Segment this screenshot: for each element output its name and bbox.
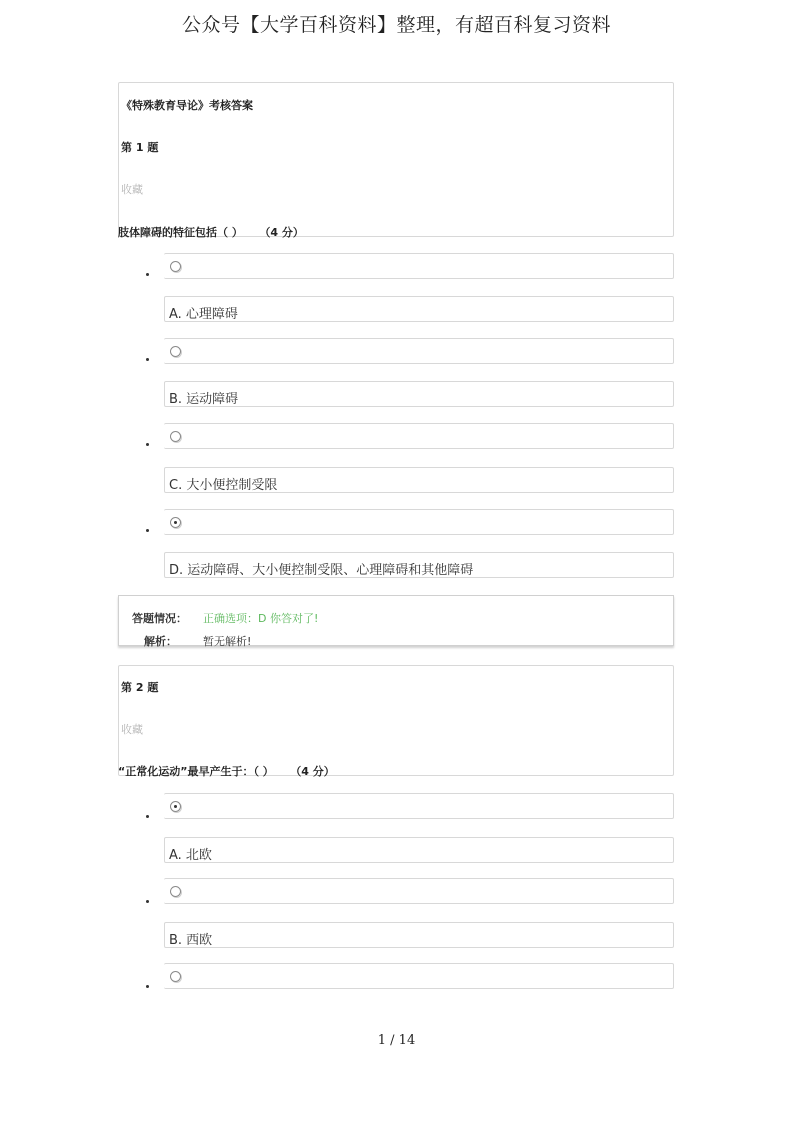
question-1-stem-text: 肢体障碍的特征包括（ ） [118, 226, 243, 239]
page-header: 公众号【大学百科资料】整理，有超百科复习资料 [181, 14, 611, 36]
option-b-text: B. 运动障碍 [169, 392, 239, 407]
q2-option-b-radio-row[interactable] [164, 878, 674, 904]
document-title: 《特殊教育导论》考核答案 [121, 99, 253, 112]
option-d-radio-row[interactable] [164, 509, 674, 535]
list-bullet [146, 358, 149, 361]
answer-result-box [118, 595, 674, 646]
q2-option-c-radio-row[interactable] [164, 963, 674, 989]
answer-status-value: 正确选项：D 你答对了! [203, 612, 319, 625]
option-d-radio-selected[interactable] [170, 517, 181, 528]
question-2-card [118, 665, 674, 776]
question-2-label: 第 2 题 [121, 681, 159, 694]
option-b-row[interactable] [164, 381, 674, 407]
q2-option-a-radio-row[interactable] [164, 793, 674, 819]
question-2-stem-text: “正常化运动”最早产生于：（ ） [118, 765, 274, 778]
q2-option-c-radio[interactable] [170, 971, 181, 982]
question-1-stem [118, 224, 304, 240]
page-number: 1 / 14 [377, 1033, 416, 1048]
list-bullet [146, 815, 149, 818]
analysis-value: 暂无解析! [203, 635, 252, 648]
answer-status-label: 答题情况： [132, 612, 187, 625]
option-a-text: A. 心理障碍 [169, 307, 238, 322]
q2-option-a-row[interactable] [164, 837, 674, 863]
option-d-row[interactable] [164, 552, 674, 578]
option-d-text: D. 运动障碍、大小便控制受限、心理障碍和其他障碍 [169, 563, 474, 578]
option-a-row[interactable] [164, 296, 674, 322]
q2-option-a-text: A. 北欧 [169, 848, 212, 863]
option-c-radio[interactable] [170, 431, 181, 442]
option-b-radio-row[interactable] [164, 338, 674, 364]
list-bullet [146, 273, 149, 276]
question-1-favorite-link[interactable]: 收藏 [121, 183, 143, 196]
option-c-text: C. 大小便控制受限 [169, 478, 278, 493]
option-b-radio[interactable] [170, 346, 181, 357]
list-bullet [146, 900, 149, 903]
question-1-score: （4 分） [264, 226, 304, 239]
list-bullet [146, 529, 149, 532]
q2-option-b-radio[interactable] [170, 886, 181, 897]
option-a-radio-row[interactable] [164, 253, 674, 279]
list-bullet [146, 443, 149, 446]
q2-option-b-text: B. 西欧 [169, 933, 213, 948]
option-c-radio-row[interactable] [164, 423, 674, 449]
q2-option-a-radio-selected[interactable] [170, 801, 181, 812]
question-1-label: 第 1 题 [121, 141, 159, 154]
list-bullet [146, 985, 149, 988]
question-2-stem [118, 763, 335, 779]
analysis-label: 解析： [144, 635, 177, 648]
question-2-favorite-link[interactable]: 收藏 [121, 723, 143, 736]
option-c-row[interactable] [164, 467, 674, 493]
option-a-radio[interactable] [170, 261, 181, 272]
q2-option-b-row[interactable] [164, 922, 674, 948]
question-2-score: （4 分） [295, 765, 335, 778]
